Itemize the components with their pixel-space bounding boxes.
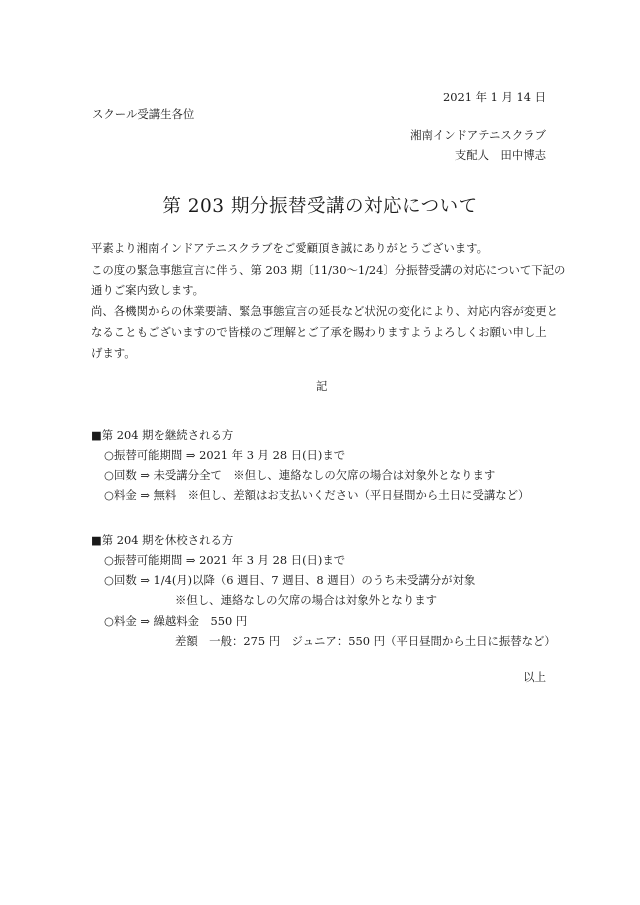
section-heading-continue: ■第 204 期を継続される方 — [91, 428, 234, 442]
leave-count: ○回数 ⇒ 1/4(月)以降（6 週目、7 週目、8 週目）のうち未受講分が対象 — [104, 573, 476, 587]
leave-period: ○振替可能期間 ⇒ 2021 年 3 月 28 日(日)まで — [104, 553, 346, 567]
leave-count-note: ※但し、連絡なしの欠席の場合は対象外となります — [175, 593, 437, 607]
intro-line: なることもございますので皆様のご理解とご了承を賜わりますようよろしくお願い申し上 — [91, 325, 547, 339]
sender-organization: 湘南インドアテニスクラブ — [410, 128, 546, 142]
intro-line: げます。 — [91, 346, 136, 360]
intro-line: 平素より湘南インドアテニスクラブをご愛顧頂き誠にありがとうございます。 — [91, 241, 488, 255]
continue-period: ○振替可能期間 ⇒ 2021 年 3 月 28 日(日)まで — [104, 448, 346, 462]
intro-line: この度の緊急事態宣言に伴う、第 203 期〔11/30〜1/24〕分振替受講の対応について下記の — [91, 263, 566, 277]
continue-fee: ○料金 ⇒ 無料 ※但し、差額はお支払いください（平日昼間から土日に受講など） — [104, 488, 530, 502]
recipient: スクール受講生各位 — [92, 107, 195, 121]
sender-person: 支配人 田中博志 — [454, 148, 546, 162]
page-title: 第 203 期分振替受講の対応について — [162, 196, 478, 217]
intro-line: 通りご案内致します。 — [91, 283, 204, 297]
leave-fee: ○料金 ⇒ 繰越料金 550 円 — [104, 614, 248, 628]
continue-count: ○回数 ⇒ 未受講分全て ※但し、連絡なしの欠席の場合は対象外となります — [104, 468, 496, 482]
section-heading-leave: ■第 204 期を休校される方 — [91, 533, 234, 547]
closing-mark: 以上 — [523, 670, 546, 684]
document-date: 2021 年 1 月 14 日 — [442, 90, 546, 104]
leave-fee-difference: 差額 一般：275 円 ジュニア：550 円（平日昼間から土日に振替など） — [175, 634, 556, 648]
intro-line: 尚、各機関からの休業要請、緊急事態宣言の延長など状況の変化により、対応内容が変更と — [91, 304, 559, 318]
ki-mark: 記 — [316, 379, 328, 393]
